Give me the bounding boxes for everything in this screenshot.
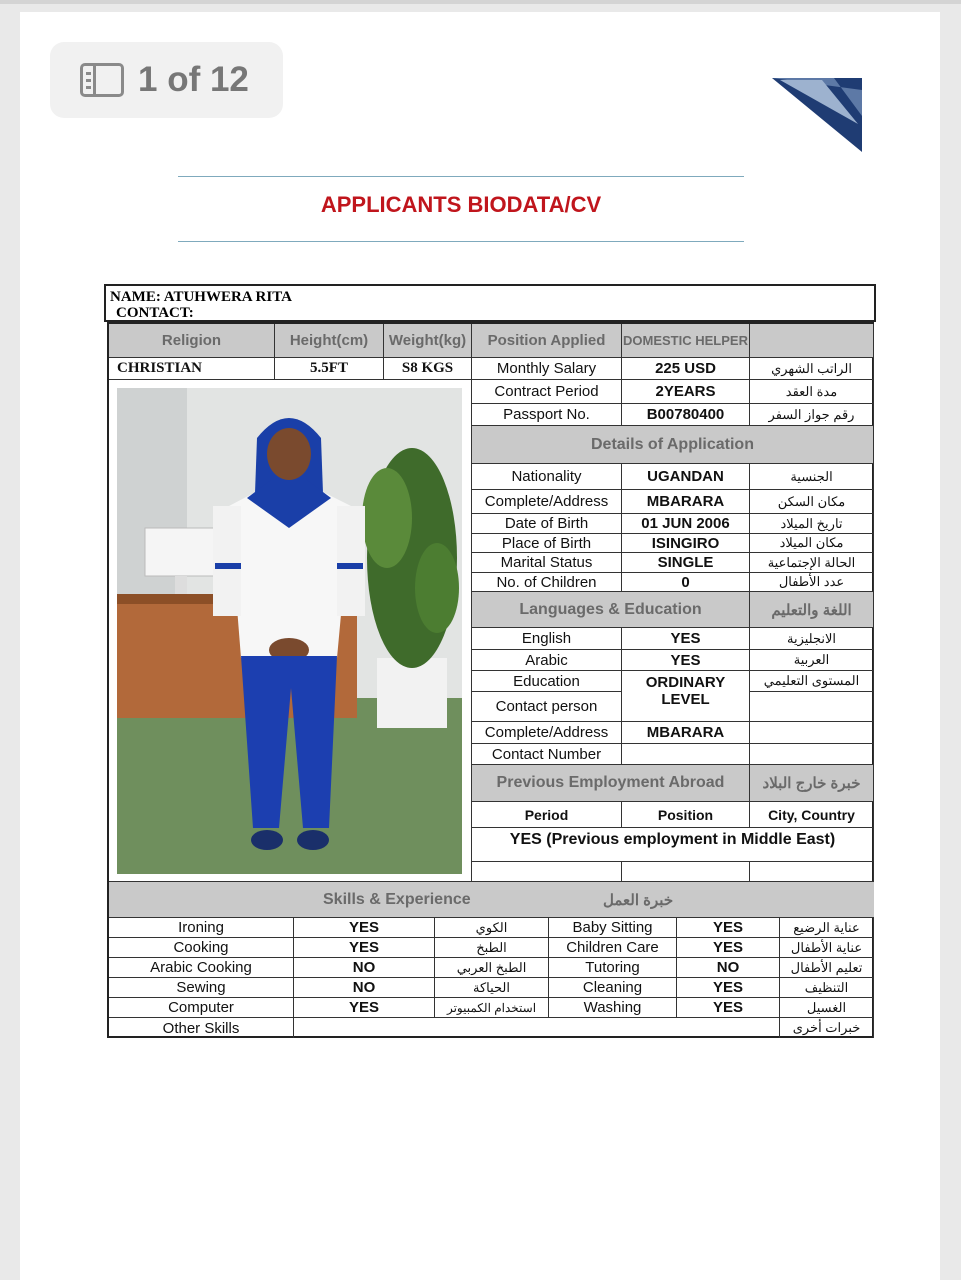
- employment-blank-3: [750, 862, 874, 882]
- children-label-ar: عدد الأطفال: [750, 573, 874, 592]
- skill-computer-ar: استخدام الكمبيوتر: [435, 998, 549, 1018]
- skill-sewing-value: NO: [294, 978, 435, 998]
- contact-number-label: Contact Number: [472, 744, 622, 765]
- dob-value: 01 JUN 2006: [622, 514, 750, 534]
- dob-label: Date of Birth: [472, 514, 622, 534]
- page-indicator-label: 1 of 12: [138, 60, 249, 99]
- arabic-value: YES: [622, 650, 750, 671]
- children-value: 0: [622, 573, 750, 592]
- skill-cooking-ar: الطبخ: [435, 938, 549, 958]
- skill-arabic-cooking-ar: الطبخ العربي: [435, 958, 549, 978]
- employment-note: YES (Previous employment in Middle East): [472, 828, 874, 862]
- skill-washing-value: YES: [677, 998, 780, 1018]
- languages-section-title-ar: اللغة والتعليم: [750, 592, 874, 628]
- top-border: [0, 0, 961, 4]
- children-label: No. of Children: [472, 573, 622, 592]
- skills-section-title: Skills & Experience: [323, 891, 471, 908]
- education-label-ar: المستوى التعليمي: [750, 671, 874, 692]
- marital-status-label: Marital Status: [472, 553, 622, 573]
- skill-childcare-label: Children Care: [549, 938, 677, 958]
- contact-number-blank: [750, 744, 874, 765]
- weight-value: S8 KGS: [384, 358, 472, 380]
- other-skills-label: Other Skills: [109, 1018, 294, 1038]
- contact-address-value: MBARARA: [622, 722, 750, 744]
- arabic-label: Arabic: [472, 650, 622, 671]
- marital-status-label-ar: الحالة الإجتماعية: [750, 553, 874, 573]
- skills-section-bar: [109, 882, 874, 918]
- birthplace-label: Place of Birth: [472, 534, 622, 553]
- english-label: English: [472, 628, 622, 650]
- english-label-ar: الانجليزية: [750, 628, 874, 650]
- contact-number-value: [622, 744, 750, 765]
- skills-section-title-ar: خبرة العمل: [603, 892, 674, 909]
- education-label: Education: [472, 671, 622, 692]
- skill-tutoring-label: Tutoring: [549, 958, 677, 978]
- header-weight: Weight(kg): [384, 324, 472, 358]
- skill-sewing-label: Sewing: [109, 978, 294, 998]
- skill-ironing-value: YES: [294, 918, 435, 938]
- document-title: APPLICANTS BIODATA/CV: [320, 192, 602, 217]
- skill-ironing-ar: الكوي: [435, 918, 549, 938]
- employment-blank-1: [472, 862, 622, 882]
- applicant-header: [104, 284, 876, 322]
- english-value: YES: [622, 628, 750, 650]
- languages-section-title: Languages & Education: [472, 592, 750, 628]
- contact-address-label: Complete/Address: [472, 722, 622, 744]
- applicant-photo: [117, 388, 462, 874]
- skill-cleaning-label: Cleaning: [549, 978, 677, 998]
- contact-person-blank: [750, 692, 874, 722]
- address-label-ar: مكان السكن: [750, 490, 874, 514]
- skill-cooking-value: YES: [294, 938, 435, 958]
- address-value: MBARARA: [622, 490, 750, 514]
- skill-babysitting-ar: عناية الرضيع: [780, 918, 874, 938]
- position-applied-label: Position Applied: [472, 324, 622, 358]
- arabic-label-ar: العربية: [750, 650, 874, 671]
- contract-period-label-ar: مدة العقد: [750, 380, 874, 404]
- passport-label: Passport No.: [472, 404, 622, 426]
- contract-period-value: 2YEARS: [622, 380, 750, 404]
- title-rule-bottom: [178, 241, 744, 242]
- skill-computer-value: YES: [294, 998, 435, 1018]
- skill-cleaning-value: YES: [677, 978, 780, 998]
- skill-cleaning-ar: التنظيف: [780, 978, 874, 998]
- skill-tutoring-ar: تعليم الأطفال: [780, 958, 874, 978]
- employment-section-title-ar: خبرة خارج البلاد: [750, 765, 874, 802]
- skill-sewing-ar: الحياكة: [435, 978, 549, 998]
- employment-section-title: Previous Employment Abroad: [472, 765, 750, 802]
- applicant-contact: CONTACT:: [116, 305, 194, 321]
- contact-address-blank: [750, 722, 874, 744]
- details-section-title: Details of Application: [472, 426, 874, 464]
- skill-arabic-cooking-label: Arabic Cooking: [109, 958, 294, 978]
- page-indicator-button[interactable]: [50, 42, 283, 118]
- birthplace-label-ar: مكان الميلاد: [750, 534, 874, 553]
- contact-person-label: Contact person: [472, 692, 622, 722]
- skill-arabic-cooking-value: NO: [294, 958, 435, 978]
- applicant-name: NAME: ATUHWERA RITA: [110, 289, 292, 305]
- position-applied-value: DOMESTIC HELPER: [622, 324, 750, 358]
- skill-cooking-label: Cooking: [109, 938, 294, 958]
- salary-label-ar: الراتب الشهري: [750, 358, 874, 380]
- birthplace-value: ISINGIRO: [622, 534, 750, 553]
- salary-label: Monthly Salary: [472, 358, 622, 380]
- nationality-label-ar: الجنسية: [750, 464, 874, 490]
- skill-computer-label: Computer: [109, 998, 294, 1018]
- biodata-form: [107, 322, 874, 1038]
- employment-blank-2: [622, 862, 750, 882]
- skill-washing-ar: الغسيل: [780, 998, 874, 1018]
- education-value: ORDINARY LEVEL: [622, 671, 750, 722]
- passport-value: B00780400: [622, 404, 750, 426]
- dob-label-ar: تاريخ الميلاد: [750, 514, 874, 534]
- passport-label-ar: رقم جواز السفر: [750, 404, 874, 426]
- skill-tutoring-value: NO: [677, 958, 780, 978]
- nationality-value: UGANDAN: [622, 464, 750, 490]
- skill-washing-label: Washing: [549, 998, 677, 1018]
- header-height: Height(cm): [275, 324, 384, 358]
- header-religion: Religion: [109, 324, 275, 358]
- contract-period-label: Contract Period: [472, 380, 622, 404]
- employment-header-city: City, Country: [750, 802, 874, 828]
- other-skills-ar: خبرات أخرى: [780, 1018, 874, 1038]
- address-label: Complete/Address: [472, 490, 622, 514]
- salary-value: 225 USD: [622, 358, 750, 380]
- skill-ironing-label: Ironing: [109, 918, 294, 938]
- height-value: 5.5FT: [275, 358, 384, 380]
- skill-babysitting-label: Baby Sitting: [549, 918, 677, 938]
- employment-header-position: Position: [622, 802, 750, 828]
- religion-value: CHRISTIAN: [109, 358, 275, 380]
- sidebar-pages-icon: [80, 63, 124, 97]
- skill-babysitting-value: YES: [677, 918, 780, 938]
- nationality-label: Nationality: [472, 464, 622, 490]
- position-applied-blank: [750, 324, 874, 358]
- blue-triangle-logo: [772, 78, 862, 152]
- marital-status-value: SINGLE: [622, 553, 750, 573]
- skill-childcare-ar: عناية الأطفال: [780, 938, 874, 958]
- title-rule-top: [178, 176, 744, 177]
- other-skills-value: [294, 1018, 780, 1038]
- skill-childcare-value: YES: [677, 938, 780, 958]
- employment-header-period: Period: [472, 802, 622, 828]
